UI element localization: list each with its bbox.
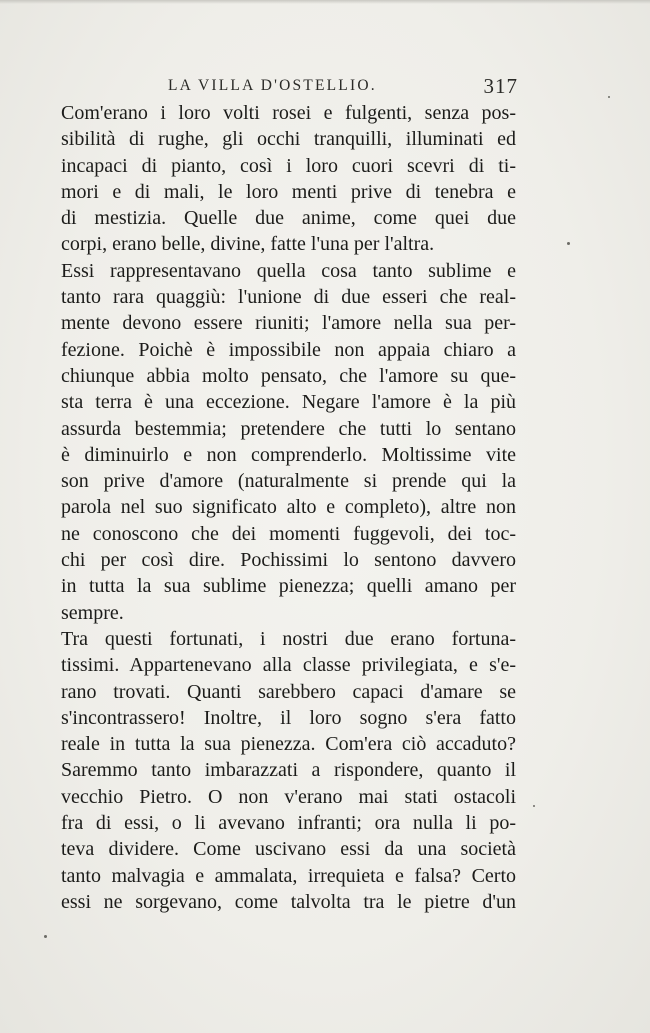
text-line: incapaci di pianto, così i loro cuori scevri di ti-	[61, 154, 516, 177]
text-line: di mestizia. Quelle due anime, come quei due	[61, 207, 516, 230]
text-line: son prive d'amore (naturalmente si prende qui la	[61, 470, 516, 493]
body-text	[61, 100, 516, 915]
text-line: reale in tutta la sua pienezza. Com'era ciò accaduto?	[61, 733, 516, 756]
text-line: sibilità di rughe, gli occhi tranquilli, illuminati ed	[61, 128, 516, 151]
text-line: essi ne sorgevano, come talvolta tra le pietre d'un	[61, 890, 516, 913]
text-line: chiunque abbia molto pensato, che l'amore su que-	[61, 364, 516, 387]
text-line: tissimi. Appartenevano alla classe privilegiata, e s'e-	[61, 654, 516, 677]
text-line: in tutta la sua sublime pienezza; quelli amano per	[61, 575, 516, 598]
text-line: fra di essi, o li avevano infranti; ora nulla li po-	[61, 812, 516, 835]
text-line: Saremmo tanto imbarazzati a rispondere, quanto il	[61, 759, 516, 782]
text-line: rano trovati. Quanti sarebbero capaci d'amare se	[61, 680, 516, 703]
running-title: LA VILLA D'OSTELLIO.	[168, 77, 377, 94]
text-line: ne conoscono che dei momenti fuggevoli, dei toc-	[61, 522, 516, 545]
paper-speck	[608, 96, 610, 98]
text-line: fezione. Poichè è impossibile non appaia chiaro a	[61, 338, 516, 361]
running-header	[60, 74, 520, 98]
text-line: assurda bestemmia; pretendere che tutti lo sentano	[61, 417, 516, 440]
paper-speck	[44, 935, 47, 938]
text-line: vecchio Pietro. O non v'erano mai stati ostacoli	[61, 785, 516, 808]
text-line: teva dividere. Come uscivano essi da una società	[61, 838, 516, 861]
text-line: tanto malvagia e ammalata, irrequieta e falsa? Certo	[61, 864, 516, 887]
text-line: s'incontrassero! Inoltre, il loro sogno s'era fatto	[61, 706, 516, 729]
text-line: mori e di mali, le loro menti prive di tenebra e	[61, 180, 516, 203]
text-line: Essi rappresentavano quella cosa tanto sublime e	[61, 259, 516, 282]
text-line: parola nel suo significato alto e completo), altre non	[61, 496, 516, 519]
text-line: sempre.	[61, 601, 124, 624]
text-line: sta terra è una eccezione. Negare l'amore è la più	[61, 391, 516, 414]
page-top-edge	[0, 0, 650, 4]
text-line: tanto rara quaggiù: l'unione di due esseri che real-	[61, 286, 516, 309]
text-line: mente devono essere riuniti; l'amore nella sua per-	[61, 312, 516, 335]
text-line: è diminuirlo e non comprenderlo. Moltissime vite	[61, 443, 516, 466]
text-line: Tra questi fortunati, i nostri due erano fortuna-	[61, 627, 516, 650]
paper-speck	[567, 242, 570, 245]
paper-speck	[533, 805, 535, 807]
text-line: chi per così dire. Pochissimi lo sentono davvero	[61, 549, 516, 572]
text-line: Com'erano i loro volti rosei e fulgenti, senza pos-	[61, 102, 516, 124]
text-line: corpi, erano belle, divine, fatte l'una per l'altra.	[61, 233, 435, 256]
page-number: 317	[483, 74, 518, 98]
